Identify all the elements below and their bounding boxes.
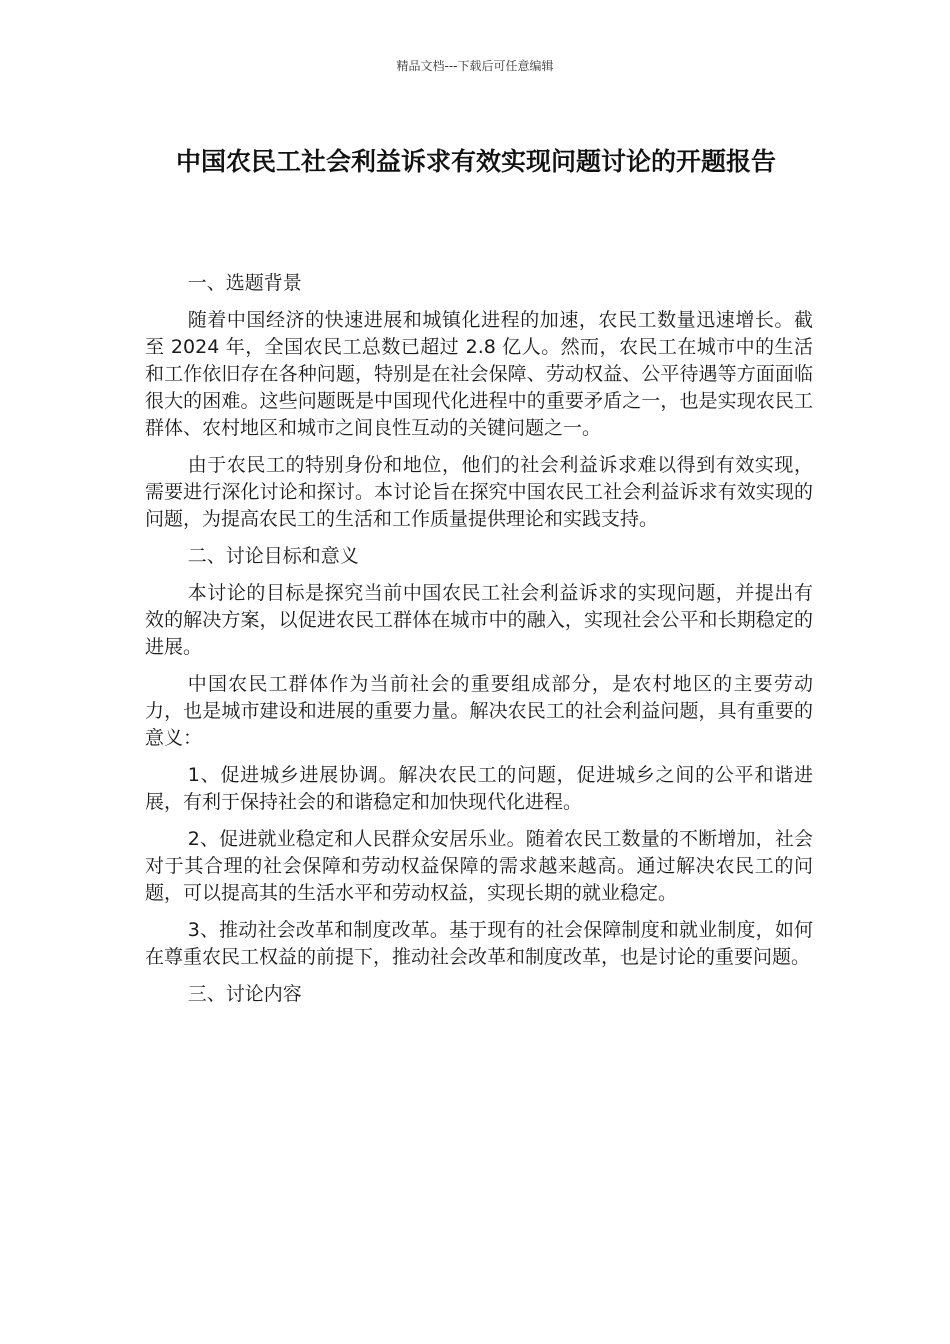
paragraph: 由于农民工的特别身份和地位，他们的社会利益诉求难以得到有效实现，需要进行深化讨论和探讨。本讨论旨在探究中国农民工社会利益诉求有效实现的问题，为提高农民工的生活和工作质量提供理论和实践支持。: [145, 454, 813, 530]
paragraph: 随着中国经济的快速进展和城镇化进程的加速，农民工数量迅速增长。截至 2024 年，全国农民工总数已超过 2.8 亿人。然而，农民工在城市中的生活和工作依旧存在各种问题，特别是在社会保障、劳动权益、公平待遇等方面面临很大的困难。这些问题既是中国现代化进程中的重要矛盾之一，也是实现农民工群体、农村地区和城市之间良性互动的关键问题之一。: [145, 309, 813, 439]
section-heading-background: 一、选题背景: [187, 272, 302, 294]
document-title: 中国农民工社会利益诉求有效实现问题讨论的开题报告: [175, 147, 776, 176]
document-body: [145, 270, 813, 1018]
paragraph: 本讨论的目标是探究当前中国农民工社会利益诉求的实现问题，并提出有效的解决方案，以促进农民工群体在城市中的融入，实现社会公平和长期稳定的进展。: [145, 582, 813, 658]
list-item: 2、促进就业稳定和人民群众安居乐业。随着农民工数量的不断增加，社会对于其合理的社会保障和劳动权益保障的需求越来越高。通过解决农民工的问题，可以提高其的生活水平和劳动权益，实现长期的就业稳定。: [145, 828, 813, 904]
section-heading-content: 三、讨论内容: [187, 983, 302, 1005]
paragraph: 中国农民工群体作为当前社会的重要组成部分，是农村地区的主要劳动力，也是城市建设和进展的重要力量。解决农民工的社会利益问题，具有重要的意义：: [145, 673, 813, 749]
list-item: 3、推动社会改革和制度改革。基于现有的社会保障制度和就业制度，如何在尊重农民工权益的前提下，推动社会改革和制度改革，也是讨论的重要问题。: [145, 919, 813, 968]
section-heading-goals: 二、讨论目标和意义: [187, 545, 359, 567]
header-note: 精品文档---下载后可任意编辑: [396, 59, 554, 73]
list-item: 1、促进城乡进展协调。解决农民工的问题，促进城乡之间的公平和谐进展，有利于保持社会的和谐稳定和加快现代化进程。: [145, 764, 813, 813]
